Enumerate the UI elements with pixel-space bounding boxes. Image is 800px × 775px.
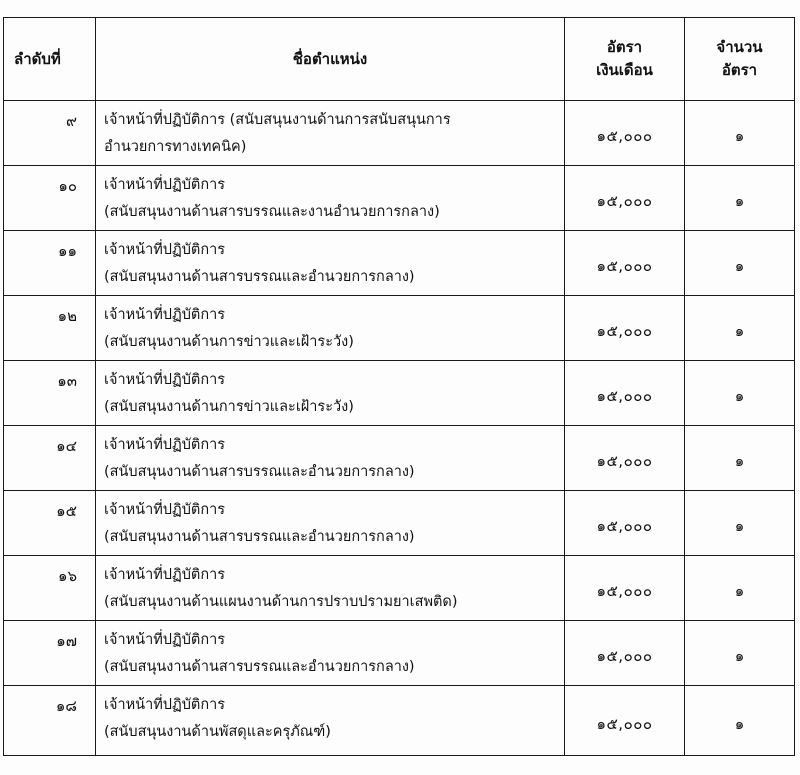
position-title [96,426,565,491]
count-cell: ๑ [685,166,795,231]
salary-cell: ๑๕,๐๐๐ [565,231,685,296]
salary-cell: ๑๕,๐๐๐ [565,361,685,426]
position-title-line1: เจ้าหน้าที่ปฏิบัติการ [104,632,226,648]
position-title-line2: (สนับสนุนงานด้านสารบรรณและอำนวยการกลาง) [104,269,415,285]
header-salary [565,18,685,101]
count-cell: ๑ [685,231,795,296]
position-title [96,361,565,426]
salary-cell: ๑๕,๐๐๐ [565,166,685,231]
count-cell: ๑ [685,491,795,556]
header-count [685,18,795,101]
salary-cell: ๑๕,๐๐๐ [565,491,685,556]
position-title [96,491,565,556]
position-title [96,166,565,231]
position-title [96,621,565,686]
salary-cell: ๑๕,๐๐๐ [565,296,685,361]
row-number: ๑๔ [4,426,96,491]
position-title-line1: เจ้าหน้าที่ปฏิบัติการ [104,307,226,323]
position-title [96,556,565,621]
position-title-line2: (สนับสนุนงานด้านสารบรรณและงานอำนวยการกลาง) [104,204,440,220]
position-title [96,231,565,296]
position-title-line2: (สนับสนุนงานด้านสารบรรณและอำนวยการกลาง) [104,464,415,480]
header-count-line2: อัตรา [721,61,758,79]
positions-table [3,17,795,756]
table-row [4,426,795,491]
header-salary-line1: อัตรา [606,38,643,56]
position-title-line2: (สนับสนุนงานด้านแผนงานด้านการปราบปรามยาเสพติด) [104,594,458,610]
header-salary-line2: เงินเดือน [596,61,653,79]
salary-cell: ๑๕,๐๐๐ [565,426,685,491]
table-row [4,556,795,621]
row-number: ๑๒ [4,296,96,361]
position-title-line2: อำนวยการทางเทคนิค) [104,139,247,155]
position-title-line1: เจ้าหน้าที่ปฏิบัติการ (สนับสนุนงานด้านการสนับสนุนการ [104,112,451,128]
table-row [4,166,795,231]
table-header [4,18,795,101]
position-title-line1: เจ้าหน้าที่ปฏิบัติการ [104,502,226,518]
position-title-line2: (สนับสนุนงานด้านสารบรรณและอำนวยการกลาง) [104,529,415,545]
row-number: ๑๗ [4,621,96,686]
position-title-line1: เจ้าหน้าที่ปฏิบัติการ [104,567,226,583]
salary-cell: ๑๕,๐๐๐ [565,101,685,166]
salary-cell: ๑๕,๐๐๐ [565,556,685,621]
salary-cell: ๑๕,๐๐๐ [565,686,685,756]
count-cell: ๑ [685,556,795,621]
table-row [4,361,795,426]
position-title-line1: เจ้าหน้าที่ปฏิบัติการ [104,697,226,713]
position-title-line2: (สนับสนุนงานด้านการข่าวและเฝ้าระวัง) [104,399,354,415]
count-cell: ๑ [685,296,795,361]
count-cell: ๑ [685,101,795,166]
table-row [4,491,795,556]
count-cell: ๑ [685,361,795,426]
table-body [4,101,795,756]
row-number: ๑๑ [4,231,96,296]
row-number: ๑๓ [4,361,96,426]
position-title-line1: เจ้าหน้าที่ปฏิบัติการ [104,437,226,453]
position-title-line1: เจ้าหน้าที่ปฏิบัติการ [104,372,226,388]
header-order: ลำดับที่ [4,18,96,101]
row-number: ๙ [4,101,96,166]
position-title-line2: (สนับสนุนงานด้านสารบรรณและอำนวยการกลาง) [104,659,415,675]
position-title-line1: เจ้าหน้าที่ปฏิบัติการ [104,177,226,193]
table-row [4,621,795,686]
salary-cell: ๑๕,๐๐๐ [565,621,685,686]
position-title-line2: (สนับสนุนงานด้านพัสดุและครุภัณฑ์) [104,724,331,740]
table-row [4,296,795,361]
count-cell: ๑ [685,686,795,756]
row-number: ๑๖ [4,556,96,621]
count-cell: ๑ [685,426,795,491]
position-title [96,101,565,166]
table-row [4,686,795,756]
position-title-line2: (สนับสนุนงานด้านการข่าวและเฝ้าระวัง) [104,334,354,350]
row-number: ๑๐ [4,166,96,231]
header-count-line1: จำนวน [716,38,763,56]
table-row [4,101,795,166]
header-row [4,18,795,101]
row-number: ๑๕ [4,491,96,556]
count-cell: ๑ [685,621,795,686]
position-title [96,296,565,361]
row-number: ๑๘ [4,686,96,756]
position-title-line1: เจ้าหน้าที่ปฏิบัติการ [104,242,226,258]
position-title [96,686,565,756]
table-row [4,231,795,296]
header-position: ชื่อตำแหน่ง [96,18,565,101]
